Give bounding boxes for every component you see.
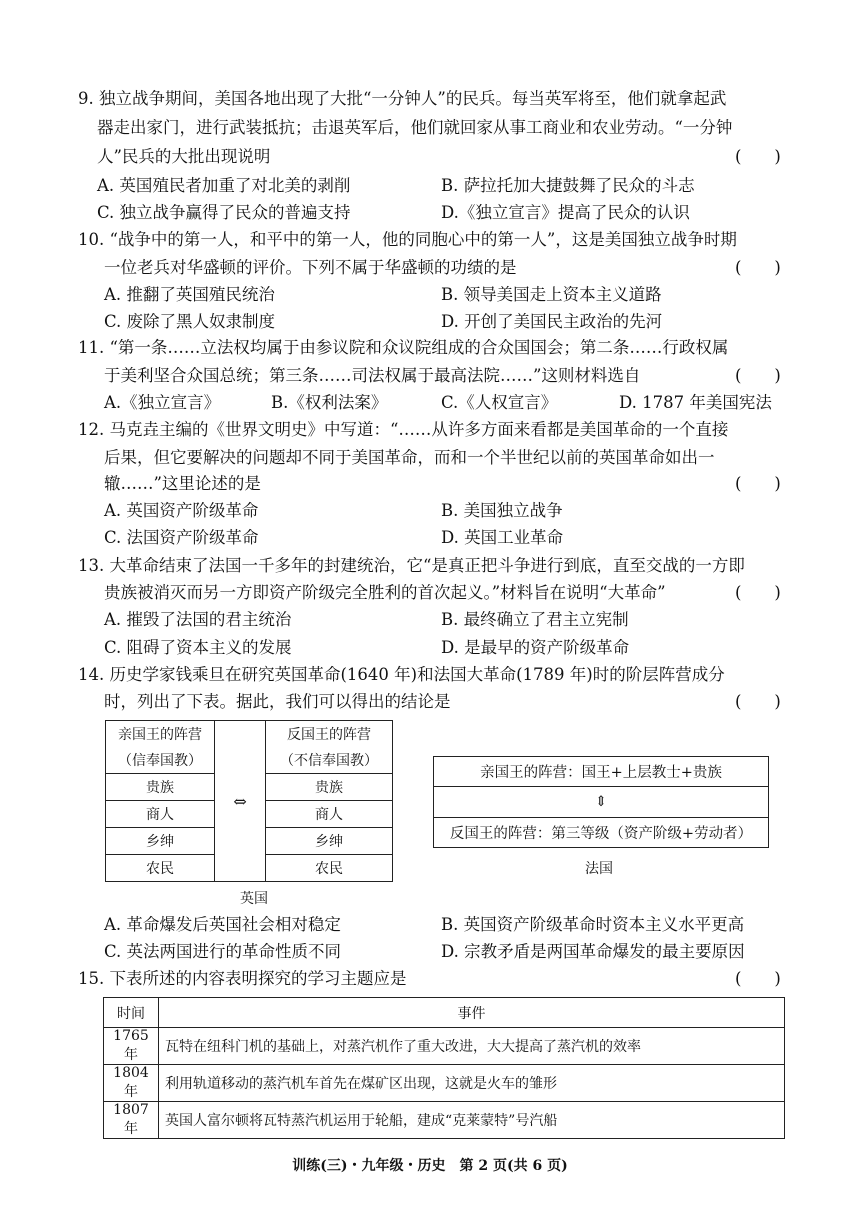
q10-stem-line1: 10. “战争中的第一人，和平中的第一人，他的同胞心中的第一人”，这是美国独立战争时期	[78, 230, 737, 249]
q9-option-d: D.《独立宣言》提高了民众的认识	[441, 203, 690, 222]
france-camps-table	[433, 756, 769, 848]
q9-stem-line2: 器走出家门，进行武装抵抗；击退英军后，他们就回家从事工商业和农业劳动。“一分钟	[97, 118, 733, 137]
q10-option-c: C. 废除了黑人奴隶制度	[104, 312, 276, 331]
row-year: 1765 年	[104, 1028, 159, 1065]
q10-stem-line2: 一位老兵对华盛顿的评价。下列不属于华盛顿的功绩的是	[104, 258, 517, 277]
row-year: 1804 年	[104, 1065, 159, 1102]
row-event: 利用轨道移动的蒸汽机车首先在煤矿区出现，这就是火车的雏形	[159, 1065, 785, 1102]
q11-stem-line2: 于美利坚合众国总统；第三条……司法权属于最高法院……”这则材料选自	[104, 366, 641, 385]
q12-option-a: A. 英国资产阶级革命	[104, 501, 259, 520]
q15-stem: 15. 下表所述的内容表明探究的学习主题应是	[78, 969, 407, 988]
q13-stem-line2: 贵族被消灭而另一方即资产阶级完全胜利的首次起义。”材料旨在说明“大革命”	[104, 583, 666, 602]
france-anti-row: 反国王的阵营：第三等级（资产阶级+劳动者）	[434, 817, 769, 847]
q14-option-c: C. 英法两国进行的革命性质不同	[104, 942, 342, 961]
q12-answer-paren: ( )	[735, 474, 781, 493]
row-event: 英国人富尔顿将瓦特蒸汽机运用于轮船，建成“克莱蒙特”号汽船	[159, 1102, 785, 1139]
france-table-caption: 法国	[585, 861, 613, 877]
q9-option-c: C. 独立战争赢得了民众的普遍支持	[97, 203, 351, 222]
q10-answer-paren: ( )	[735, 258, 781, 277]
q12-stem-line3: 辙……”这里论述的是	[104, 474, 261, 493]
england-pro-subheader: （信奉国教）	[106, 747, 215, 774]
england-pro-row: 农民	[106, 855, 215, 882]
double-arrow-icon: ⇔	[233, 791, 247, 811]
england-opposition-arrow	[215, 721, 266, 882]
england-anti-header: 反国王的阵营	[266, 721, 393, 748]
q12-stem-line2: 后果，但它要解决的问题却不同于美国革命，而和一个半世纪以前的英国革命如出一	[104, 448, 715, 467]
england-camps-table	[105, 720, 393, 882]
france-pro-row: 亲国王的阵营：国王+上层教士+贵族	[434, 757, 769, 787]
q13-answer-paren: ( )	[735, 583, 781, 602]
table-row	[104, 1028, 785, 1065]
england-table-caption: 英国	[240, 891, 268, 907]
page-footer: 训练(三)・九年级・历史 第 2 页(共 6 页)	[292, 1158, 568, 1174]
england-anti-row: 乡绅	[266, 828, 393, 855]
q10-option-d: D. 开创了美国民主政治的先河	[441, 312, 663, 331]
q13-option-d: D. 是最早的资产阶级革命	[441, 638, 630, 657]
industrial-events-table	[103, 997, 785, 1139]
table-row	[104, 1065, 785, 1102]
q11-option-d: D. 1787 年美国宪法	[619, 393, 772, 412]
q13-option-c: C. 阻碍了资本主义的发展	[104, 638, 292, 657]
q10-option-b: B. 领导美国走上资本主义道路	[441, 285, 662, 304]
q9-option-a: A. 英国殖民者加重了对北美的剥削	[97, 176, 351, 195]
q9-option-b: B. 萨拉托加大捷鼓舞了民众的斗志	[441, 176, 695, 195]
q9-stem-line3: 人”民兵的大批出现说明	[97, 147, 271, 166]
q15-answer-paren: ( )	[735, 969, 781, 988]
q13-option-a: A. 摧毁了法国的君主统治	[104, 610, 292, 629]
q13-stem-line1: 13. 大革命结束了法国一千多年的封建统治，它“是真正把斗争进行到底，直至交战的一方即	[78, 556, 745, 575]
q12-option-d: D. 英国工业革命	[441, 528, 564, 547]
q12-stem-line1: 12. 马克垚主编的《世界文明史》中写道：“……从许多方面来看都是美国革命的一个直接	[78, 420, 729, 439]
england-pro-row: 乡绅	[106, 828, 215, 855]
q14-option-d: D. 宗教矛盾是两国革命爆发的最主要原因	[441, 942, 745, 961]
england-pro-row: 商人	[106, 801, 215, 828]
table-header-time: 时间	[104, 998, 159, 1028]
q12-option-b: B. 美国独立战争	[441, 501, 563, 520]
q11-option-b: B.《权利法案》	[271, 393, 388, 412]
q14-stem-line1: 14. 历史学家钱乘旦在研究英国革命(1640 年)和法国大革命(1789 年)时的阶层阵营成分	[78, 665, 725, 684]
q9-answer-paren: ( )	[735, 147, 781, 166]
q11-stem-line1: 11. “第一条……立法权均属于由参议院和众议院组成的合众国国会；第二条……行政权属	[78, 338, 729, 357]
table-header-event: 事件	[159, 998, 785, 1028]
q11-answer-paren: ( )	[735, 366, 781, 385]
england-anti-subheader: （不信奉国教）	[266, 747, 393, 774]
england-pro-header: 亲国王的阵营	[106, 721, 215, 748]
q12-option-c: C. 法国资产阶级革命	[104, 528, 259, 547]
q13-option-b: B. 最终确立了君主立宪制	[441, 610, 629, 629]
q10-option-a: A. 推翻了英国殖民统治	[104, 285, 275, 304]
q11-option-c: C.《人权宣言》	[441, 393, 558, 412]
double-arrow-vertical-icon: ⇕	[434, 787, 769, 817]
row-event: 瓦特在纽科门机的基础上，对蒸汽机作了重大改进，大大提高了蒸汽机的效率	[159, 1028, 785, 1065]
england-anti-row: 农民	[266, 855, 393, 882]
england-anti-row: 商人	[266, 801, 393, 828]
q14-stem-line2: 时，列出了下表。据此，我们可以得出的结论是	[104, 692, 451, 711]
q11-option-a: A.《独立宣言》	[104, 393, 221, 412]
q14-answer-paren: ( )	[735, 692, 781, 711]
q14-option-a: A. 革命爆发后英国社会相对稳定	[104, 915, 341, 934]
q9-stem-line1: 9. 独立战争期间，美国各地出现了大批“一分钟人”的民兵。每当英军将至，他们就拿起武	[78, 89, 727, 108]
table-row	[104, 1102, 785, 1139]
q14-option-b: B. 英国资产阶级革命时资本主义水平更高	[441, 915, 745, 934]
england-anti-row: 贵族	[266, 774, 393, 801]
england-pro-row: 贵族	[106, 774, 215, 801]
row-year: 1807 年	[104, 1102, 159, 1139]
